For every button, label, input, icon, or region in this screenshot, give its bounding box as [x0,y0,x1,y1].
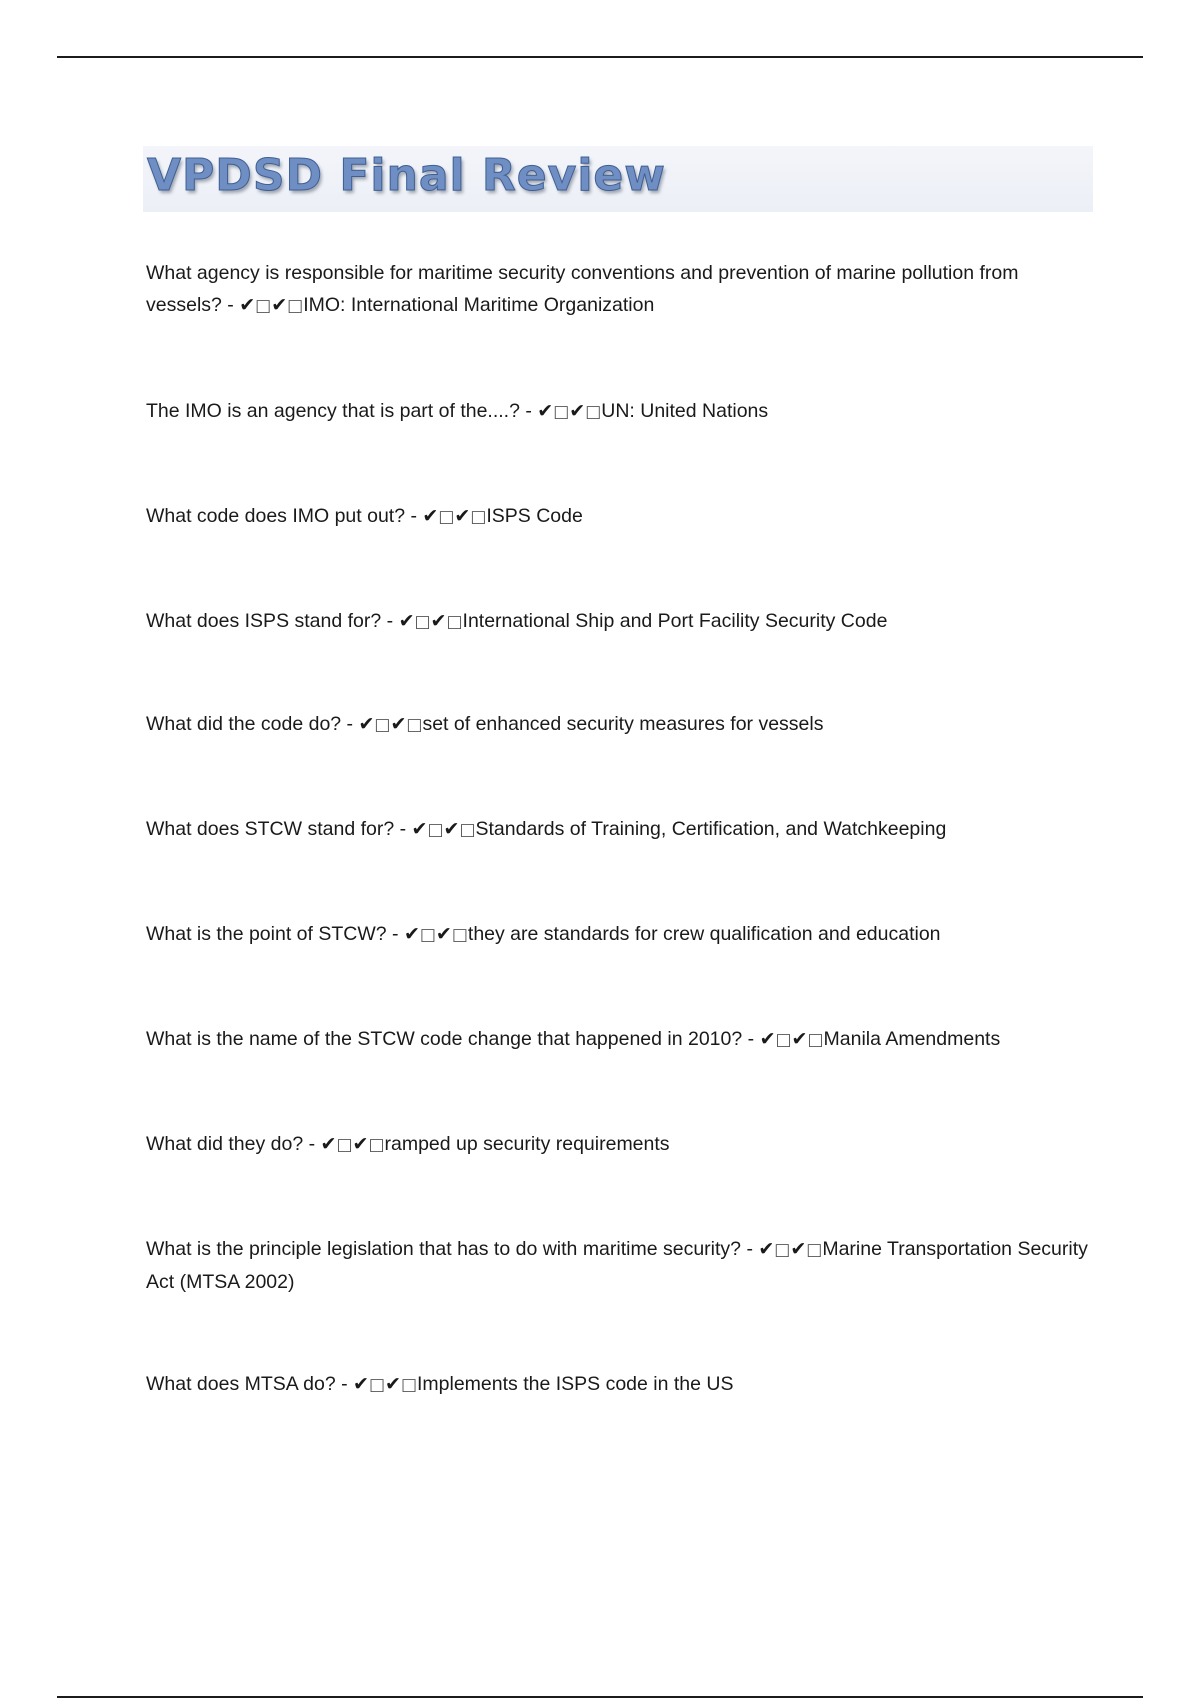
check-icon: ✔ [353,1373,369,1395]
box-icon: □ [553,402,570,422]
qa-item-8 [146,1023,1091,1056]
qa-item-3 [146,500,1091,533]
question-text: What does STCW stand for? [146,818,395,840]
qa-item-1 [146,257,1091,322]
bottom-rule [57,1696,1143,1698]
qa-item-5 [146,708,1091,741]
check-icon: ✔ [398,610,415,632]
check-icon: ✔ [271,294,288,316]
question-text: The IMO is an agency that is part of the....? [146,400,520,422]
check-icon: ✔ [239,294,256,316]
check-icon: ✔ [385,1373,401,1395]
box-icon: □ [255,296,272,316]
box-icon: □ [400,1375,417,1395]
check-icon: ✔ [537,400,554,422]
qa-item-9 [146,1128,1091,1161]
answer-text: IMO: International Maritime Organization [303,294,655,316]
check-icon: ✔ [791,1028,808,1050]
question-text: What is the principle legislation that has to do with maritime security? [146,1238,742,1260]
box-icon: □ [374,715,391,735]
answer-text: they are standards for crew qualification and education [467,923,941,945]
box-icon: □ [459,820,476,840]
box-icon: □ [287,296,304,316]
check-icon: ✔ [569,400,586,422]
separator: - [386,923,404,945]
question-text: What did the code do? [146,713,342,735]
question-text: What agency is responsible for maritime security conventions and prevention of marine pollution from vessels? [146,262,1019,316]
top-rule [57,56,1143,58]
box-icon: □ [414,612,431,632]
question-text: What did they do? [146,1133,304,1155]
check-icon: ✔ [358,713,375,735]
question-text: What does MTSA do? [146,1373,336,1395]
check-icon: ✔ [403,923,420,945]
question-text: What is the name of the STCW code change that happened in 2010? [146,1028,743,1050]
box-icon: □ [774,1240,791,1260]
box-icon: □ [451,925,468,945]
check-icon: ✔ [790,1238,807,1260]
check-icon: ✔ [443,818,460,840]
answer-text: Marine Transportation Security Act (MTSA 2002) [146,1238,1088,1293]
answer-text: UN: United Nations [601,400,769,422]
separator: - [742,1028,760,1050]
box-icon: □ [406,715,423,735]
qa-item-6 [146,813,1091,846]
box-icon: □ [368,1135,385,1155]
qa-item-11 [146,1368,1091,1401]
box-icon: □ [427,820,444,840]
check-icon: ✔ [454,505,471,527]
separator: - [221,294,240,316]
separator: - [381,610,399,632]
check-icon: ✔ [352,1133,369,1155]
box-icon: □ [775,1030,792,1050]
qa-item-10 [146,1233,1091,1298]
answer-text: set of enhanced security measures for vessels [422,713,824,735]
check-icon: ✔ [758,1238,775,1260]
separator: - [335,1373,354,1395]
box-icon: □ [368,1375,386,1395]
separator: - [741,1238,759,1260]
check-icon: ✔ [759,1028,776,1050]
check-icon: ✔ [320,1133,337,1155]
box-icon: □ [419,925,436,945]
box-icon: □ [446,612,463,632]
qa-item-2 [146,395,1091,428]
check-icon: ✔ [390,713,407,735]
box-icon: □ [438,507,455,527]
separator: - [519,400,538,422]
separator: - [394,818,412,840]
qa-item-4 [146,605,1091,638]
box-icon: □ [806,1240,823,1260]
check-icon: ✔ [411,818,428,840]
box-icon: □ [585,402,602,422]
check-icon: ✔ [430,610,447,632]
question-text: What code does IMO put out? [146,505,406,527]
box-icon: □ [470,507,487,527]
separator: - [341,713,359,735]
answer-text: Implements the ISPS code in the US [417,1373,734,1395]
answer-text: Manila Amendments [823,1028,1001,1050]
answer-text: Standards of Training, Certification, and Watchkeeping [475,818,947,840]
separator: - [405,505,423,527]
separator: - [303,1133,321,1155]
answer-text: ramped up security requirements [384,1133,670,1155]
check-icon: ✔ [435,923,452,945]
qa-item-7 [146,918,1091,951]
document-title: VPDSD Final Review [147,150,666,201]
check-icon: ✔ [422,505,439,527]
answer-text: International Ship and Port Facility Security Code [462,610,888,632]
title-band [143,146,1093,212]
answer-text: ISPS Code [486,505,583,527]
box-icon: □ [807,1030,824,1050]
question-text: What is the point of STCW? [146,923,387,945]
box-icon: □ [336,1135,353,1155]
question-text: What does ISPS stand for? [146,610,382,632]
